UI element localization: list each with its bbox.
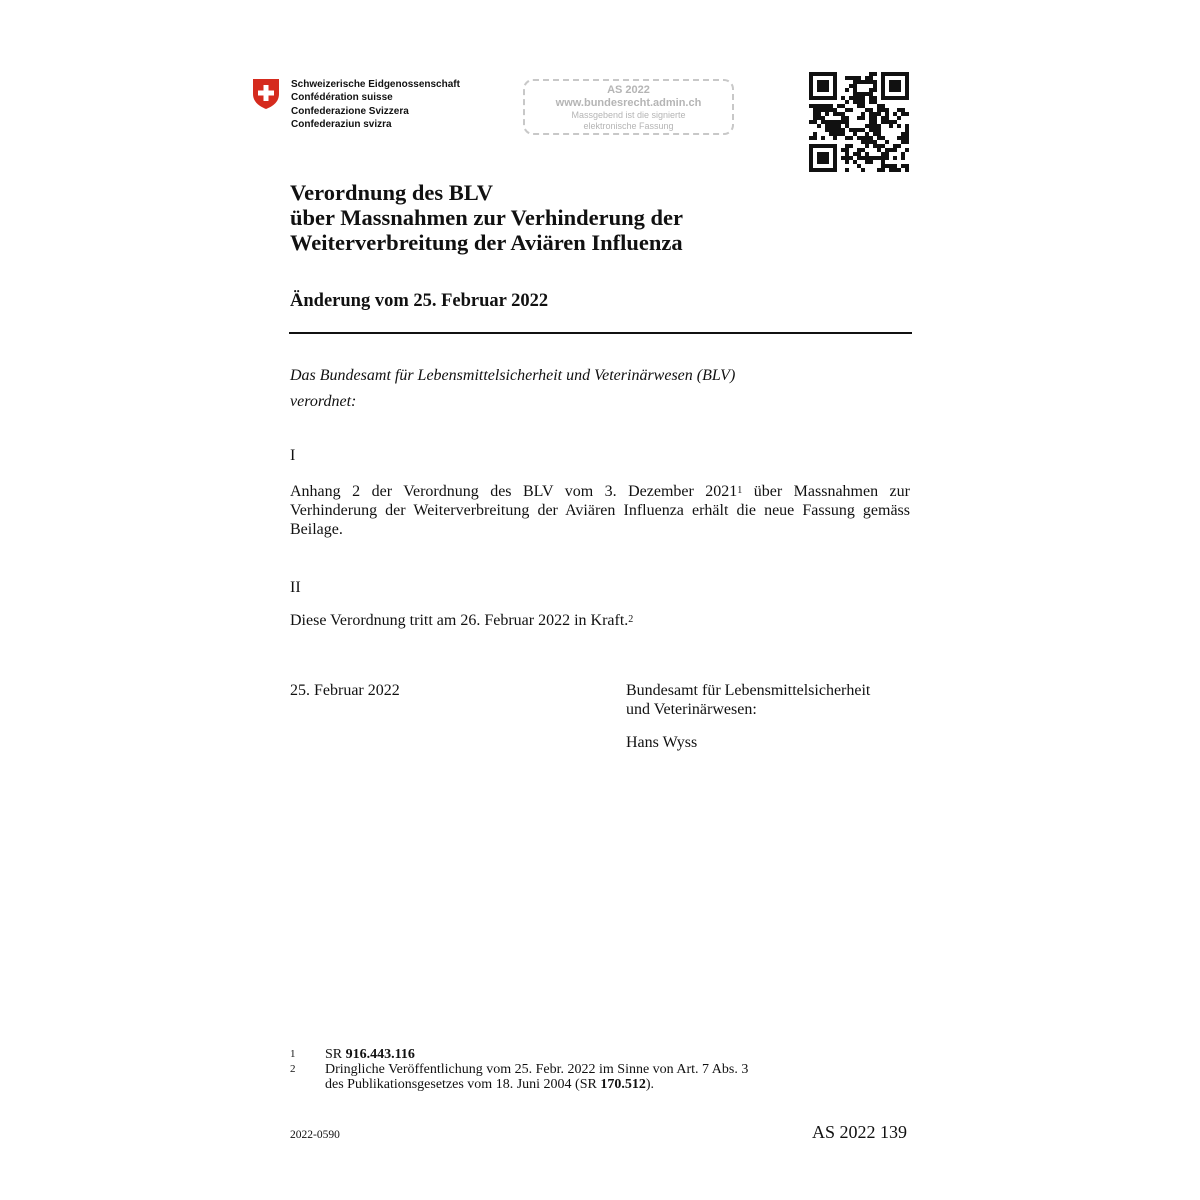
footnote-sr-number: 170.512 [600, 1077, 646, 1092]
footnote-ref-2[interactable]: 2 [628, 614, 634, 625]
official-stamp [523, 79, 734, 135]
section-1-heading: I [290, 447, 296, 464]
preamble-line-2: verordnet: [290, 393, 357, 410]
preamble-line-1: Das Bundesamt für Lebensmittelsicherheit und Veterinärwesen (BLV) [290, 367, 736, 384]
footnote-line-2-prefix: des Publikationsgesetzes vom 18. Juni 2004 (SR [325, 1077, 601, 1092]
stamp-line-3: Massgebend ist die signierte [571, 110, 686, 120]
title-line-1: Verordnung des BLV [290, 180, 493, 205]
document-title [290, 180, 683, 255]
footnote-prefix: SR [325, 1047, 346, 1062]
signature-authority-line-2: und Veterinärwesen: [626, 701, 757, 718]
signing-date: 25. Februar 2022 [290, 682, 400, 699]
section-2-heading: II [290, 579, 301, 596]
stamp-line-4: elektronische Fassung [583, 121, 674, 131]
footnote-ref-1[interactable]: 1 [737, 485, 743, 496]
footnote-number: 1 [290, 1048, 296, 1060]
confederation-names [291, 78, 460, 131]
footnote-sr-number: 916.443.116 [345, 1047, 415, 1062]
confederation-line-de: Schweizerische Eidgenossenschaft [291, 79, 460, 90]
signature-name: Hans Wyss [626, 734, 698, 751]
swiss-cross-icon [252, 78, 280, 110]
section-1-text-a: Anhang 2 der Verordnung des BLV vom 3. Dezember 2021 [290, 483, 738, 500]
signature-authority-line-1: Bundesamt für Lebensmittelsicherheit [626, 682, 871, 699]
amendment-date: Änderung vom 25. Februar 2022 [290, 291, 549, 311]
footnote-2 [290, 1062, 748, 1092]
footnote-line-2-suffix: ). [645, 1077, 654, 1092]
signature-authority [626, 681, 926, 719]
as-reference: AS 2022 139 [812, 1122, 908, 1142]
footnote-text [325, 1062, 748, 1092]
footnote-text [325, 1047, 415, 1062]
stamp-line-2: www.bundesrecht.admin.ch [555, 97, 702, 109]
preamble [290, 363, 850, 415]
stamp-line-1: AS 2022 [607, 84, 650, 96]
title-line-2: über Massnahmen zur Verhinderung der [290, 205, 683, 230]
confederation-line-fr: Confédération suisse [291, 92, 393, 104]
section-2-text [290, 611, 633, 630]
footnotes [290, 1047, 748, 1092]
title-line-3: Weiterverbreitung der Aviären Influenza [290, 230, 683, 255]
section-1-text [290, 482, 910, 539]
qr-code-icon [809, 72, 909, 172]
section-2-text-main: Diese Verordnung tritt am 26. Februar 2022 in Kraft. [290, 612, 629, 629]
footnote-number: 2 [290, 1063, 296, 1075]
confederation-line-rm: Confederaziun svizra [291, 118, 392, 130]
confederation-line-it: Confederazione Svizzera [291, 105, 409, 117]
title-divider [289, 332, 912, 334]
document-number: 2022-0590 [290, 1129, 340, 1141]
section-1-text-b: über Massnahmen zur Verhinderung der Weiterverbreitung der Aviären Influenza erhält die neue Fassung gemäss Beilage. [290, 483, 910, 538]
footnote-line-1: Dringliche Veröffentlichung vom 25. Febr. 2022 im Sinne von Art. 7 Abs. 3 [325, 1062, 749, 1077]
footnote-1 [290, 1047, 748, 1062]
